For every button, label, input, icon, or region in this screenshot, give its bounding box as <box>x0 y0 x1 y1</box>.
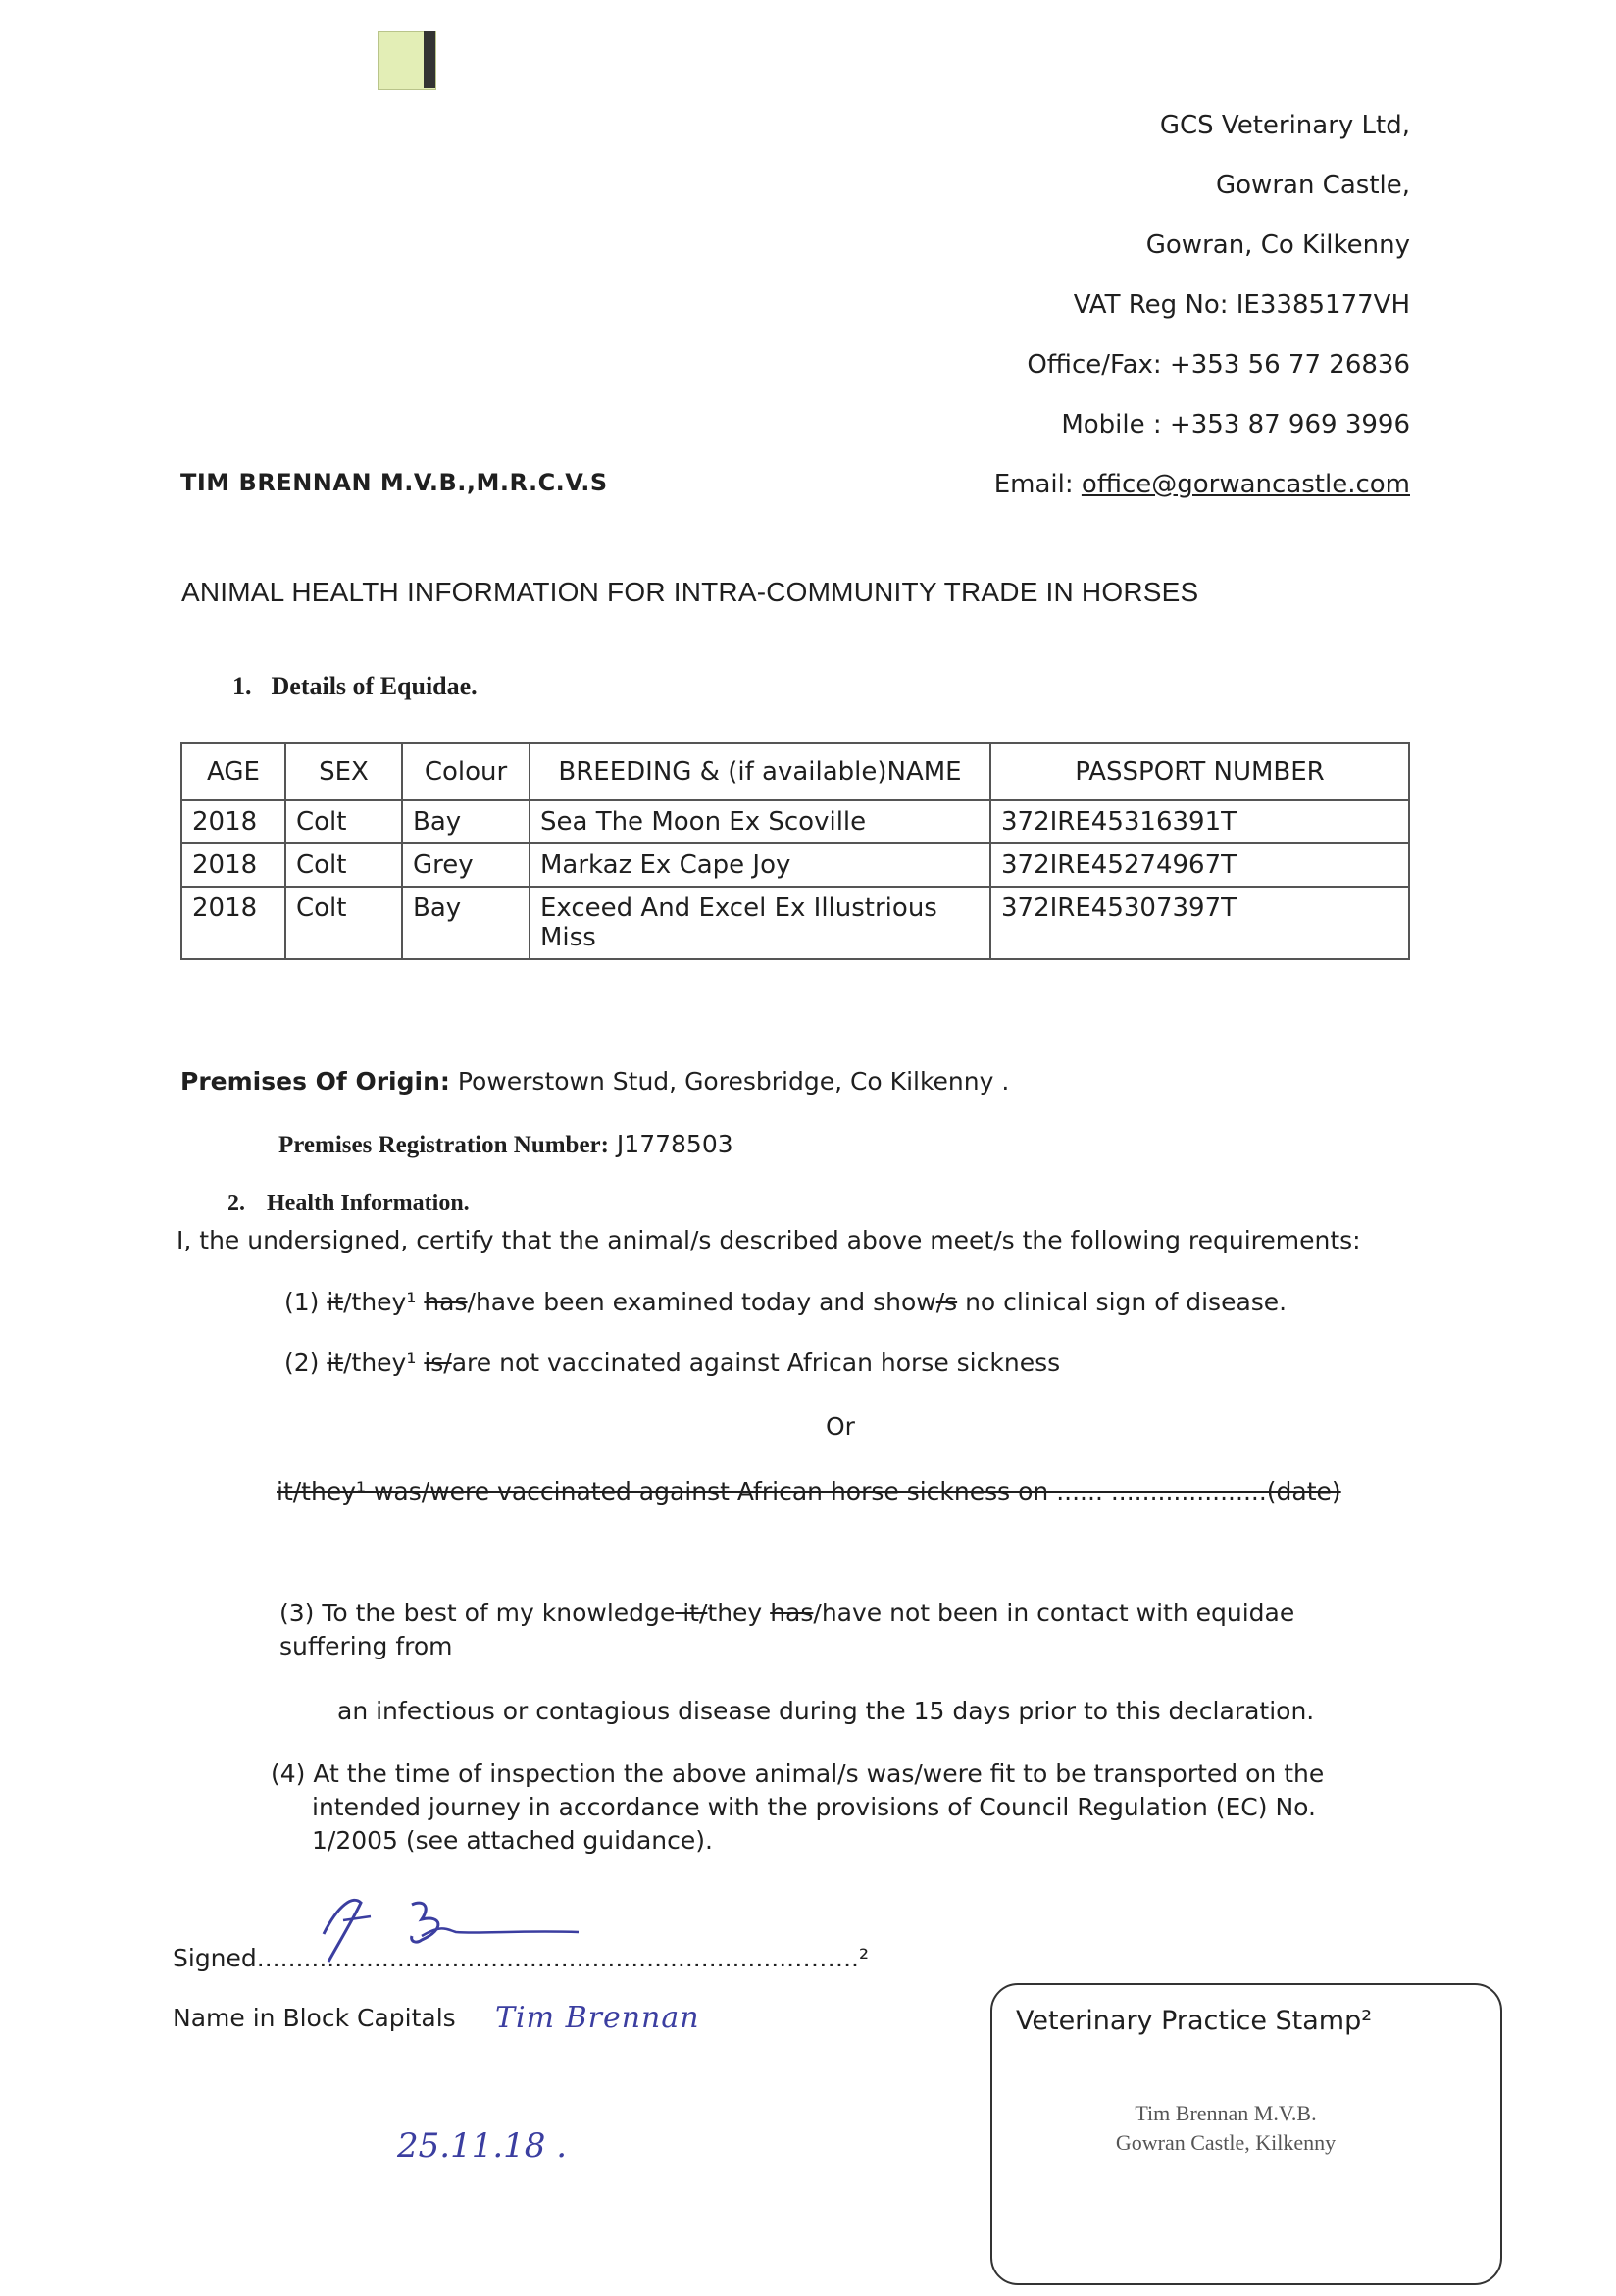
equidae-table <box>180 742 1410 960</box>
cell-sex: Colt <box>285 800 402 843</box>
req1-they: /they¹ <box>343 1288 425 1316</box>
req1-prefix: (1) <box>284 1288 328 1316</box>
stamp-impression <box>1059 2099 1392 2158</box>
premises-reg-value: J1778503 <box>608 1130 733 1158</box>
req1-strike-s: /s <box>935 1288 958 1316</box>
cell-colour: Grey <box>402 843 530 887</box>
vet-name: TIM BRENNAN M.V.B.,M.R.C.V.S <box>180 469 608 496</box>
certification-statement: I, the undersigned, certify that the animal/s described above meet/s the following requirements: <box>177 1226 1361 1254</box>
requirement-2 <box>284 1349 1060 1377</box>
cell-passport: 372IRE45307397T <box>990 887 1409 959</box>
section1-heading <box>232 672 478 701</box>
requirement-1 <box>284 1288 1287 1316</box>
section2-heading <box>227 1191 470 1217</box>
cell-passport: 372IRE45316391T <box>990 800 1409 843</box>
handwritten-signature <box>284 1875 637 1973</box>
requirement-3 <box>279 1597 1338 1663</box>
premises-registration <box>278 1130 733 1159</box>
practice-email-line <box>994 455 1410 515</box>
premises-origin-value: Powerstown Stud, Goresbridge, Co Kilkenny . <box>449 1067 1010 1096</box>
practice-address-line2: Gowran, Co Kilkenny <box>1145 230 1410 260</box>
premises-origin-label: Premises Of Origin: <box>180 1067 450 1096</box>
table-header-row <box>181 743 1409 800</box>
practice-address-line1: Gowran Castle, <box>1216 171 1410 200</box>
header-age: AGE <box>181 743 285 800</box>
signed-dots: .....................................................................……..² <box>256 1944 870 1972</box>
email-label: Email: <box>993 470 1082 499</box>
header-breeding: BREEDING & (if available)NAME <box>530 743 990 800</box>
or-separator: Or <box>826 1412 855 1441</box>
cell-sex: Colt <box>285 887 402 959</box>
cell-sex: Colt <box>285 843 402 887</box>
req4-line3: 1/2005 (see attached guidance). <box>312 1826 713 1855</box>
cell-breeding: Exceed And Excel Ex Illustrious Miss <box>530 887 990 959</box>
section1-number: 1. <box>232 672 252 700</box>
req4-line2: intended journey in accordance with the provisions of Council Regulation (EC) No. <box>312 1793 1316 1821</box>
section1-title: Details of Equidae. <box>271 672 478 700</box>
cell-breeding: Markaz Ex Cape Joy <box>530 843 990 887</box>
document-title: ANIMAL HEALTH INFORMATION FOR INTRA-COMMUNITY TRADE IN HORSES <box>181 577 1199 607</box>
req4-line1: (4) At the time of inspection the above animal/s was/were fit to be transported on the <box>271 1760 1325 1788</box>
handwritten-date: 25.11.18 . <box>397 2126 568 2166</box>
cell-breeding: Sea The Moon Ex Scoville <box>530 800 990 843</box>
req1-body: /have been examined today and show <box>467 1288 936 1316</box>
practice-office-fax: Office/Fax: +353 56 77 26836 <box>1027 350 1410 380</box>
requirement-2-alternative-struck: it/they¹ was/were vaccinated against African horse sickness on ...... ....................(date) <box>277 1477 1341 1505</box>
req1-strike-it: it <box>327 1288 344 1316</box>
stamp-line1: Tim Brennan M.V.B. <box>1135 2101 1317 2125</box>
section2-number: 2. <box>227 1191 245 1216</box>
header-colour: Colour <box>402 743 530 800</box>
requirement-3-continuation: an infectious or contagious disease during the 15 days prior to this declaration. <box>337 1697 1315 1725</box>
cell-passport: 372IRE45274967T <box>990 843 1409 887</box>
email-link[interactable]: office@gorwancastle.com <box>1081 470 1410 499</box>
req3-strike-has: has <box>770 1599 814 1627</box>
stamp-line2: Gowran Castle, Kilkenny <box>1115 2130 1337 2155</box>
req2-body: are not vaccinated against African horse sickness <box>451 1349 1061 1377</box>
block-capitals-handwritten-name: Tim Brennan <box>495 2001 700 2035</box>
requirement-4 <box>271 1758 1379 1858</box>
premises-reg-label: Premises Registration Number: <box>278 1132 609 1158</box>
practice-name: GCS Veterinary Ltd, <box>1159 111 1410 140</box>
req1-end: no clinical sign of disease. <box>957 1288 1288 1316</box>
req1-strike-has: has <box>424 1288 468 1316</box>
req2-strike-it: it <box>327 1349 344 1377</box>
cell-age: 2018 <box>181 887 285 959</box>
signed-label: Signed <box>173 1944 257 1972</box>
req2-prefix: (2) <box>284 1349 328 1377</box>
table-row <box>181 887 1409 959</box>
practice-mobile: Mobile : +353 87 969 3996 <box>1061 410 1410 439</box>
practice-vat: VAT Reg No: IE3385177VH <box>1073 290 1410 320</box>
req3-body: /have not been in contact with equidae suffering from <box>279 1599 1295 1660</box>
practice-address-block <box>994 96 1410 515</box>
req2-strike-is: is/ <box>424 1349 452 1377</box>
block-capitals-label: Name in Block Capitals <box>173 2004 456 2032</box>
cell-colour: Bay <box>402 887 530 959</box>
req3-strike-it: it/ <box>675 1599 708 1627</box>
cell-age: 2018 <box>181 843 285 887</box>
req3-prefix: (3) To the best of my knowledge <box>279 1599 676 1627</box>
premises-origin <box>180 1067 1009 1096</box>
header-passport: PASSPORT NUMBER <box>990 743 1409 800</box>
stamp-title: Veterinary Practice Stamp² <box>1016 2006 1373 2036</box>
req2-they: /they¹ <box>343 1349 425 1377</box>
table-row <box>181 800 1409 843</box>
table-row <box>181 843 1409 887</box>
sticky-note-edge <box>424 31 435 88</box>
section2-title: Health Information. <box>267 1191 470 1216</box>
req3-they: they <box>707 1599 771 1627</box>
header-sex: SEX <box>285 743 402 800</box>
cell-colour: Bay <box>402 800 530 843</box>
cell-age: 2018 <box>181 800 285 843</box>
